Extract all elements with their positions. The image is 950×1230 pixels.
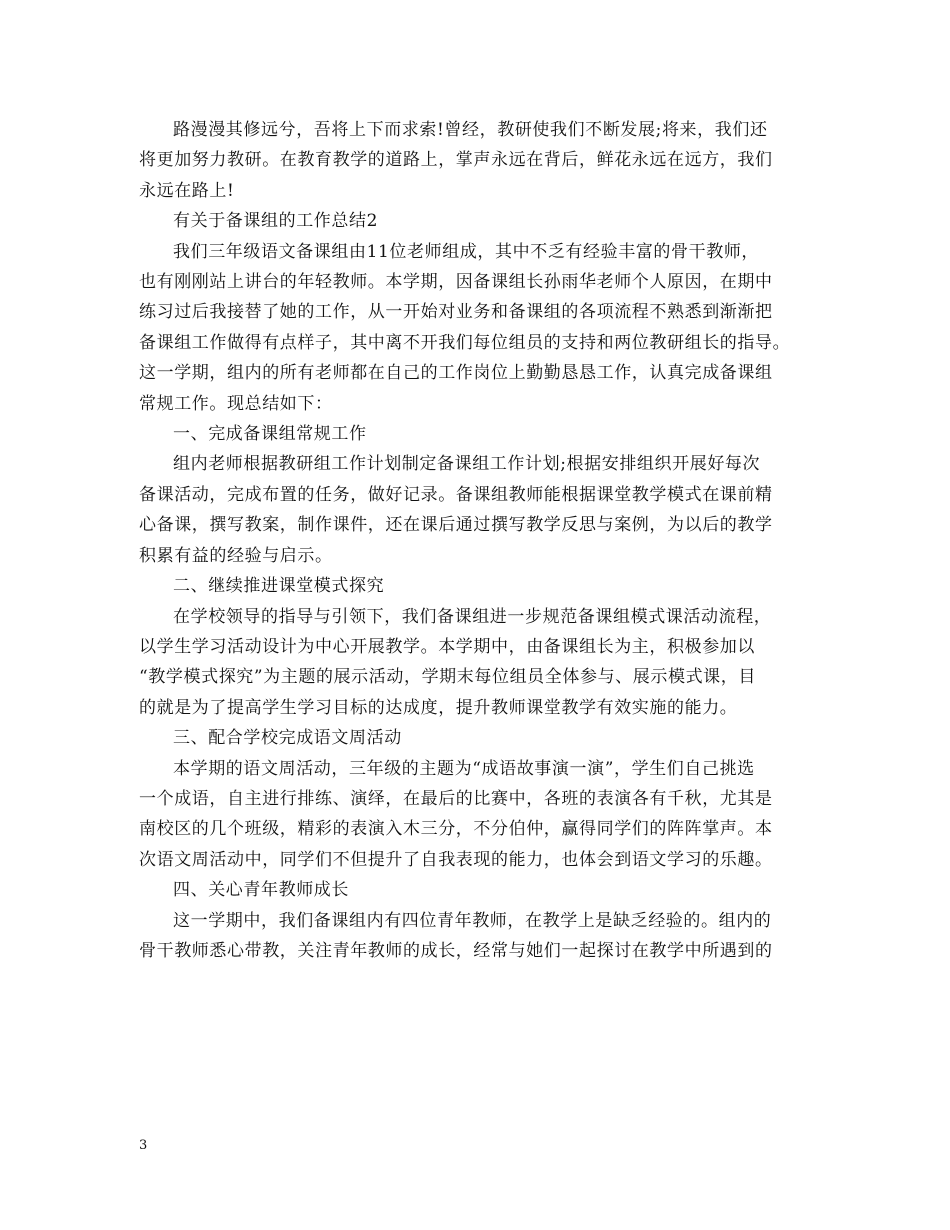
heading-section-2: 二、继续推进课堂模式探究 bbox=[173, 576, 385, 597]
page-number: 3 bbox=[139, 1138, 148, 1153]
heading-section-1: 一、完成备课组常规工作 bbox=[173, 424, 367, 445]
section-title: 有关于备课组的工作总结2 bbox=[173, 211, 379, 232]
heading-section-3: 三、配合学校完成语文周活动 bbox=[173, 728, 402, 749]
heading-section-4: 四、关心青年教师成长 bbox=[173, 880, 349, 901]
paragraph-closing: 路漫漫其修远兮，吾将上下而求索!曾经，教研使我们不断发展;将来，我们还 将更加努力教研。在教育教学的道路上，掌声永远在背后，鲜花永远在远方，我们 永远在路上! bbox=[139, 120, 773, 201]
paragraph-intro: 我们三年级语文备课组由11位老师组成，其中不乏有经验丰富的骨干教师， 也有刚刚站上讲台的年轻教师。本学期，因备课组长孙雨华老师个人原因，在期中 练习过后我接替了她的工作，从一开始对业务和备课组的各项流程不熟悉到渐渐把 备课组工作做得有点样子，其中离不开我们每位组员的支持和两位教研组长的指导。 这一学期，组内的所有老师都在自己的工作岗位上勤勤恳恳工作，认真完成备课组 常规工作。现总结如下： bbox=[139, 241, 791, 414]
paragraph-section-3: 本学期的语文周活动，三年级的主题为“成语故事演一演”，学生们自己挑选 一个成语，自主进行排练、演绎，在最后的比赛中，各班的表演各有千秋，尤其是 南校区的几个班级，精彩的表演入木三分，不分伯仲，赢得同学们的阵阵掌声。本 次语文周活动中，同学们不但提升了自我表现的能力，也体会到语文学习的乐趣。 bbox=[139, 758, 773, 870]
paragraph-section-1: 组内老师根据教研组工作计划制定备课组工作计划;根据安排组织开展好每次 备课活动，完成布置的任务，做好记录。备课组教师能根据课堂教学模式在课前精 心备课，撰写教案，制作课件，还在课后通过撰写教学反思与案例，为以后的教学 积累有益的经验与启示。 bbox=[139, 454, 773, 566]
paragraph-section-2: 在学校领导的指导与引领下，我们备课组进一步规范备课组模式课活动流程， 以学生学习活动设计为中心开展教学。本学期中，由备课组长为主，积极参加以 “教学模式探究”为主题的展示活动，学期末每位组员全体参与、展示模式课，目 的就是为了提高学生学习目标的达成度，提升教师课堂教学有效实施的能力。 bbox=[139, 606, 772, 718]
paragraph-section-4: 这一学期中，我们备课组内有四位青年教师，在教学上是缺乏经验的。组内的 骨干教师悉心带教，关注青年教师的成长，经常与她们一起探讨在教学中所遇到的 bbox=[139, 910, 773, 961]
document-body bbox=[139, 115, 819, 966]
